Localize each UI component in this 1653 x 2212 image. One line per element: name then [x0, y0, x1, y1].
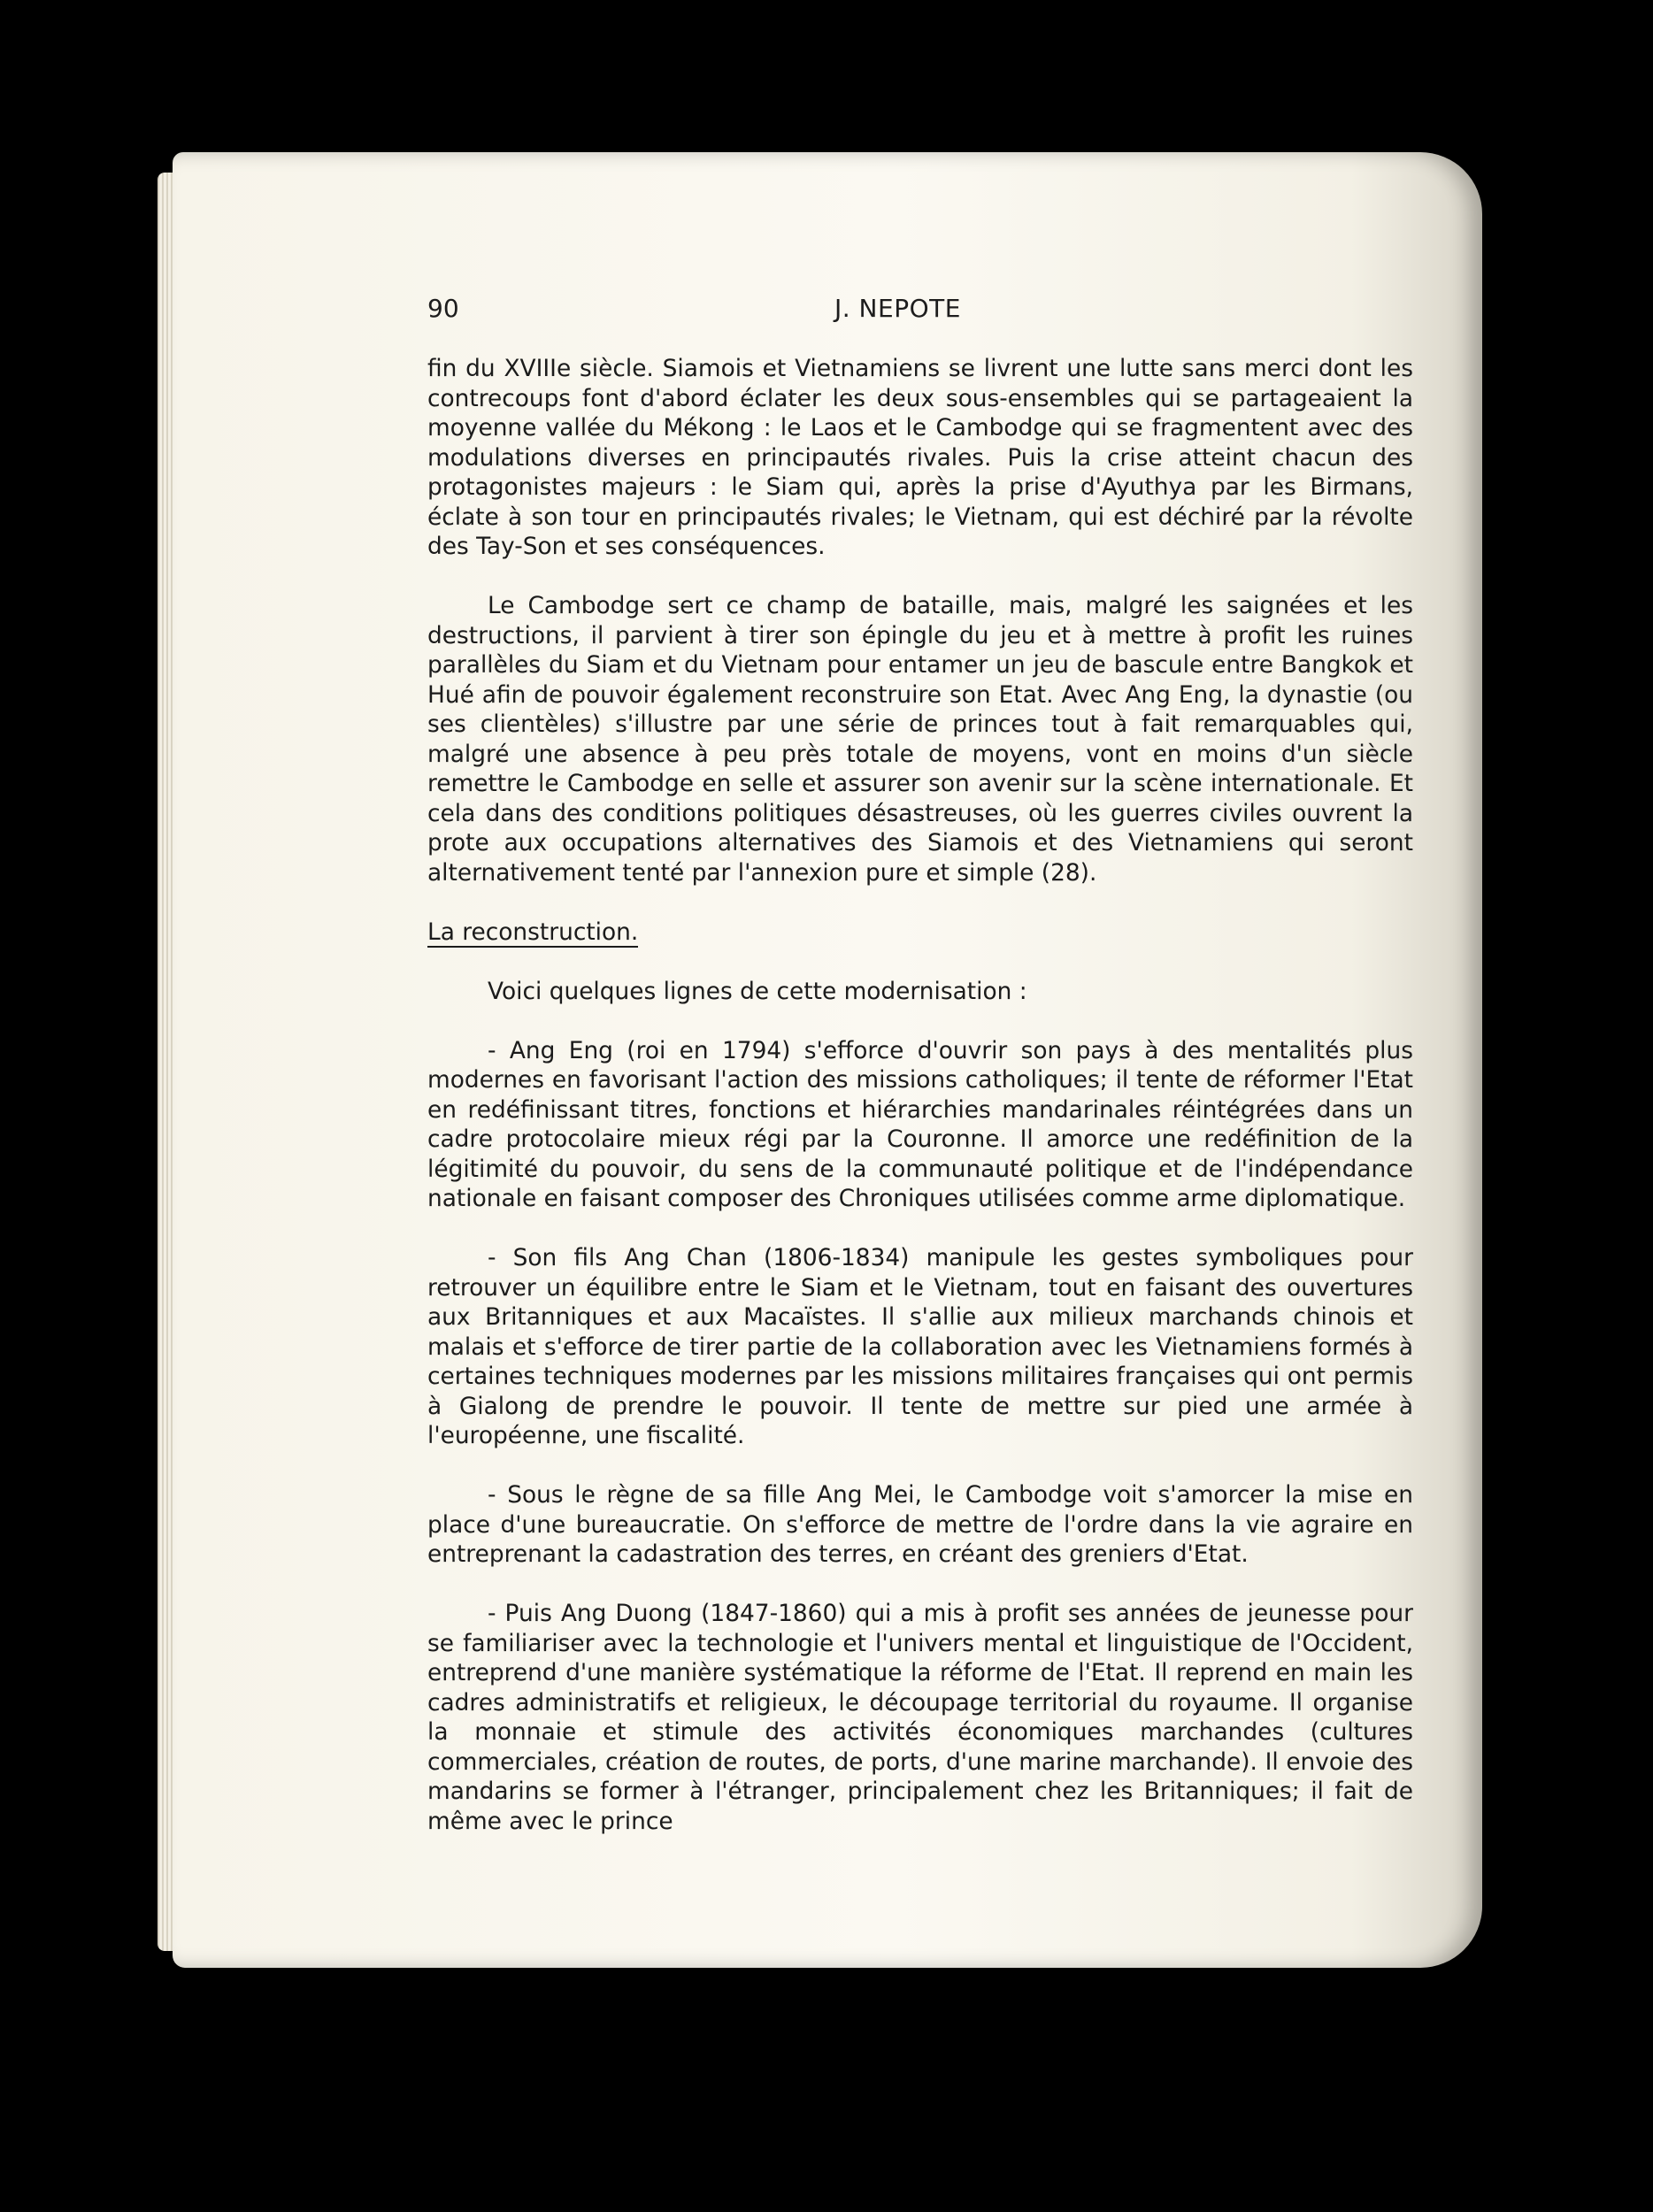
paragraph-ang-chan: - Son fils Ang Chan (1806-1834) manipule les gestes symboliques pour retrouver un équilibre entre le Siam et le Vietnam, tout en faisant des ouvertures aux Britanniques et aux Macaïstes. Il s'allie aux milieux marchands chinois et malais et s'efforce de tirer partie de la collaboration avec les Vietnamiens formés à certaines techniques modernes par les missions militaires françaises qui ont permis à Gialong de prendre le pouvoir. Il tente de mettre sur pied une armée à l'européenne, une fiscalité.	[427, 1244, 1413, 1449]
paragraph-ang-duong: - Puis Ang Duong (1847-1860) qui a mis à profit ses années de jeunesse pour se familiariser avec la technologie et l'univers mental et linguistique de l'Occident, entreprend d'une manière systématique la réforme de l'Etat. Il reprend en main les cadres administratifs et religieux, le découpage territorial du royaume. Il organise la monnaie et stimule des activités économiques marchandes (cultures commerciales, création de routes, de ports, d'une marine marchande). Il envoie des mandarins se former à l'étranger, principalement chez les Britanniques; il fait de même avec le prince	[427, 1600, 1413, 1835]
paragraph-intro: fin du XVIIIe siècle. Siamois et Vietnamiens se livrent une lutte sans merci dont les contrecoups font d'abord éclater les deux sous-ensembles qui se partageaient la moyenne vallée du Mékong : le Laos et le Cambodge qui se fragmentent avec des modulations diverses en principautés rivales. Puis la crise atteint chacun des protagonistes majeurs : le Siam qui, après la prise d'Ayuthya par les Birmans, éclate à son tour en principautés rivales; le Vietnam, qui est déchiré par la révolte des Tay-Son et ses conséquences.	[427, 355, 1413, 560]
paragraph-ang-mei: - Sous le règne de sa fille Ang Mei, le Cambodge voit s'amorcer la mise en place d'une bureaucratie. On s'efforce de mettre de l'ordre dans la vie agraire en entreprenant la cadastration des terres, en créant des greniers d'Etat.	[427, 1481, 1413, 1568]
section-heading: La reconstruction.	[427, 918, 639, 946]
paragraph-cambodge: Le Cambodge sert ce champ de bataille, mais, malgré les saignées et les destructions, il parvient à tirer son épingle du jeu et à mettre à profit les ruines parallèles du Siam et du Vietnam pour entamer un jeu de bascule entre Bangkok et Hué afin de pouvoir également reconstruire son Etat. Avec Ang Eng, la dynastie (ou ses clientèles) s'illustre par une série de princes tout à fait remarquables qui, malgré une absence à peu près totale de moyens, vont en moins d'un siècle remettre le Cambodge en selle et assurer son avenir sur la scène internationale. Et cela dans des conditions politiques désastreuses, où les guerres civiles ouvrent la prote aux occupations alternatives des Siamois et des Vietnamiens qui seront alternativement tenté par l'annexion pure et simple (28).	[427, 592, 1413, 887]
paragraph-list-intro: Voici quelques lignes de cette modernisation :	[488, 977, 1027, 1005]
page-number: 90	[427, 294, 459, 323]
body-text	[427, 354, 1413, 1866]
paragraph-ang-eng: - Ang Eng (roi en 1794) s'efforce d'ouvrir son pays à des mentalités plus modernes en favorisant l'action des missions catholiques; il tente de réformer l'Etat en redéfinissant titres, fonctions et hiérarchies mandarinales réintégrées dans un cadre protocolaire mieux régi par la Couronne. Il amorce une redéfinition de la légitimité du pouvoir, du sens de la communauté politique et de l'indépendance nationale en faisant composer des Chroniques utilisées comme arme diplomatique.	[427, 1036, 1413, 1212]
page-header	[427, 294, 1413, 333]
section-heading-block	[427, 918, 1413, 977]
running-title: J. NEPOTE	[834, 294, 961, 323]
